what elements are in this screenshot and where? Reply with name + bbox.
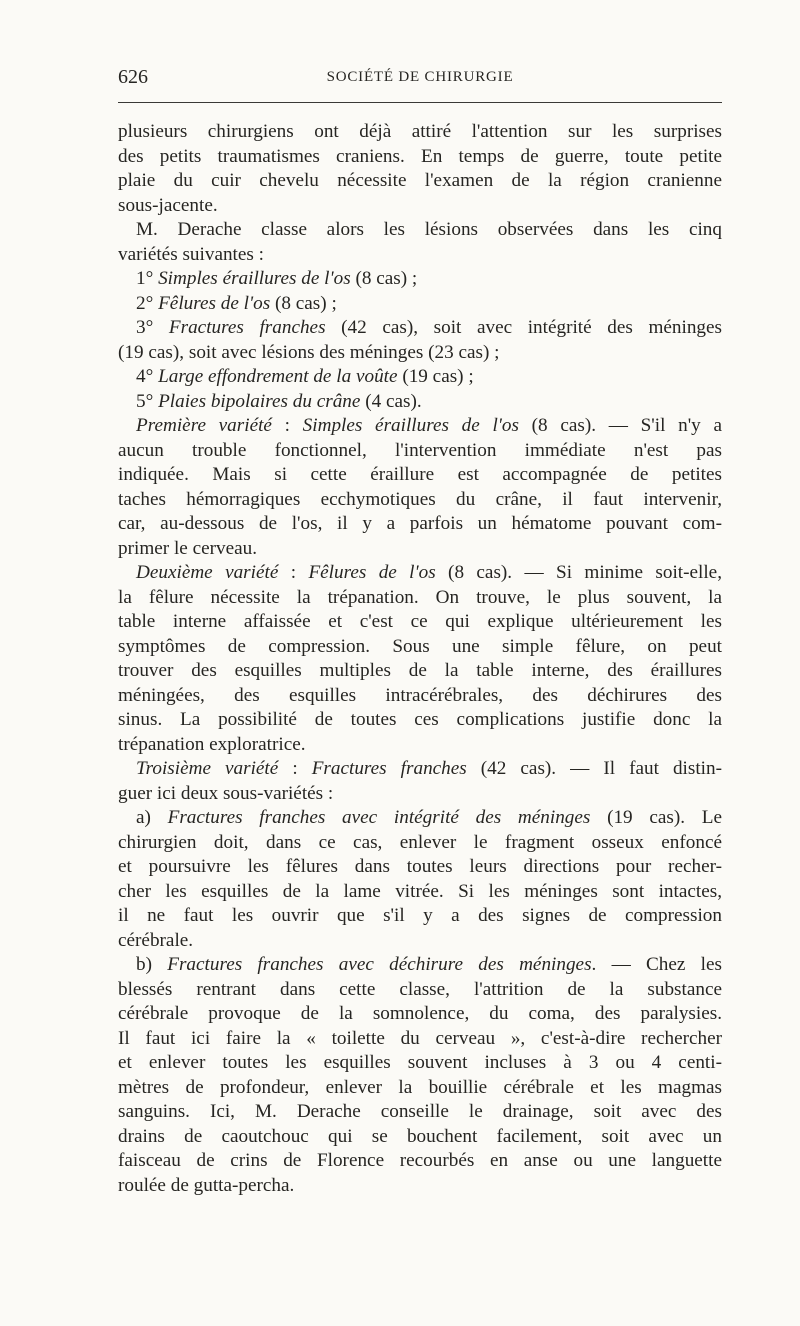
text-line: Première variété : Simples éraillures de l'os (8 cas). — S'il n'y a — [136, 415, 722, 436]
text-line: 1° Simples éraillures de l'os (8 cas) ; — [136, 268, 418, 289]
text-line: sanguins. Ici, M. Derache conseille le drainage, soit avec des — [118, 1101, 722, 1122]
text-line: primer le cerveau. — [118, 537, 258, 559]
header-rule — [118, 102, 722, 103]
text-line: sinus. La possibilité de toutes ces complications justifie donc la — [118, 709, 722, 730]
text-line: cher les esquilles de la lame vitrée. Si les méninges sont intactes, — [118, 880, 722, 902]
text-line: variétés suivantes : — [118, 243, 264, 265]
text-line: b) Fractures franches avec déchirure des méninges. — Chez les — [136, 954, 722, 975]
text-line: taches hémorragiques ecchymotiques du crâne, il faut intervenir, — [118, 488, 722, 510]
text-line: cérébrale. — [118, 929, 194, 951]
italic-phrase: Fractures franches — [168, 317, 326, 338]
italic-phrase: Fractures franches — [311, 758, 467, 779]
text-line: sous-jacente. — [118, 194, 218, 216]
italic-phrase: Deuxième variété — [136, 562, 279, 583]
text-line: blessés rentrant dans cette classe, l'attrition de la substance — [118, 978, 722, 1000]
text-line: Il faut ici faire la « toilette du cerveau », c'est-à-dire rechercher — [118, 1027, 722, 1049]
text-line: aucun trouble fonctionnel, l'intervention immédiate n'est pas — [118, 439, 722, 461]
text-line: 4° Large effondrement de la voûte (19 cas) ; — [136, 366, 474, 387]
text-line: et enlever toutes les esquilles souvent incluses à 3 ou 4 centi- — [118, 1052, 722, 1073]
text-line: table interne affaissée et c'est ce qui explique ultérieurement les — [118, 611, 722, 632]
text-line: plaie du cuir chevelu nécessite l'examen de la région cranienne — [118, 170, 722, 191]
text-line: trouver des esquilles multiples de la table interne, des éraillures — [118, 660, 722, 681]
text-line: des petits traumatismes craniens. En temps de guerre, toute petite — [118, 145, 722, 167]
italic-phrase: Fêlures de l'os — [158, 292, 271, 314]
italic-phrase: Simples éraillures de l'os — [158, 268, 351, 289]
italic-phrase: Simples éraillures de l'os — [302, 415, 519, 436]
page-header — [118, 66, 722, 90]
text-line: Troisième variété : Fractures franches (42 cas). — Il faut distin- — [136, 758, 722, 779]
text-line: mètres de profondeur, enlever la bouillie cérébrale et les magmas — [118, 1076, 722, 1098]
text-line: guer ici deux sous-variétés : — [118, 782, 334, 804]
body-text — [118, 120, 722, 1198]
text-line: et poursuivre les fêlures dans toutes leurs directions pour recher- — [118, 856, 722, 877]
italic-phrase: Fêlures de l'os — [308, 562, 436, 583]
text-line: faisceau de crins de Florence recourbés en anse ou une languette — [118, 1150, 722, 1171]
text-line: 3° Fractures franches (42 cas), soit avec intégrité des méninges — [136, 317, 722, 338]
italic-phrase: Large effondrement de la voûte — [158, 366, 398, 387]
text-line: M. Derache classe alors les lésions observées dans les cinq — [136, 219, 722, 240]
text-line: trépanation exploratrice. — [118, 733, 306, 755]
text-line: roulée de gutta-percha. — [118, 1174, 295, 1196]
italic-phrase: Première variété — [136, 415, 272, 436]
text-line: il ne faut les ouvrir que s'il y a des signes de compression — [118, 905, 722, 926]
text-line: (19 cas), soit avec lésions des méninges (23 cas) ; — [118, 341, 500, 363]
text-line: indiquée. Mais si cette éraillure est accompagnée de petites — [118, 464, 722, 485]
text-line: plusieurs chirurgiens ont déjà attiré l'attention sur les surprises — [118, 121, 722, 142]
italic-phrase: Fractures franches avec intégrité des méninges — [167, 807, 591, 828]
running-title: SOCIÉTÉ DE CHIRURGIE — [326, 69, 514, 85]
text-line: 5° Plaies bipolaires du crâne (4 cas). — [136, 390, 422, 412]
text-line: la fêlure nécessite la trépanation. On trouve, le plus souvent, la — [118, 586, 722, 608]
italic-phrase: Plaies bipolaires du crâne — [158, 390, 361, 412]
text-line: drains de caoutchouc qui se bouchent facilement, soit avec un — [118, 1125, 722, 1147]
italic-phrase: Troisième variété — [136, 758, 279, 779]
italic-phrase: Fractures franches avec déchirure des méninges — [167, 954, 592, 975]
text-line: 2° Fêlures de l'os (8 cas) ; — [136, 292, 337, 314]
text-line: Deuxième variété : Fêlures de l'os (8 cas). — Si minime soit-elle, — [136, 562, 722, 583]
text-line: a) Fractures franches avec intégrité des méninges (19 cas). Le — [136, 807, 722, 828]
page-number: 626 — [118, 66, 148, 88]
text-line: cérébrale provoque de la somnolence, du coma, des paralysies. — [118, 1003, 722, 1024]
text-line: symptômes de compression. Sous une simple fêlure, on peut — [118, 635, 722, 657]
text-line: car, au-dessous de l'os, il y a parfois un hématome pouvant com- — [118, 513, 722, 534]
text-line: méningées, des esquilles intracérébrales, des déchirures des — [118, 684, 722, 706]
text-line: chirurgien doit, dans ce cas, enlever le fragment osseux enfoncé — [118, 831, 722, 853]
